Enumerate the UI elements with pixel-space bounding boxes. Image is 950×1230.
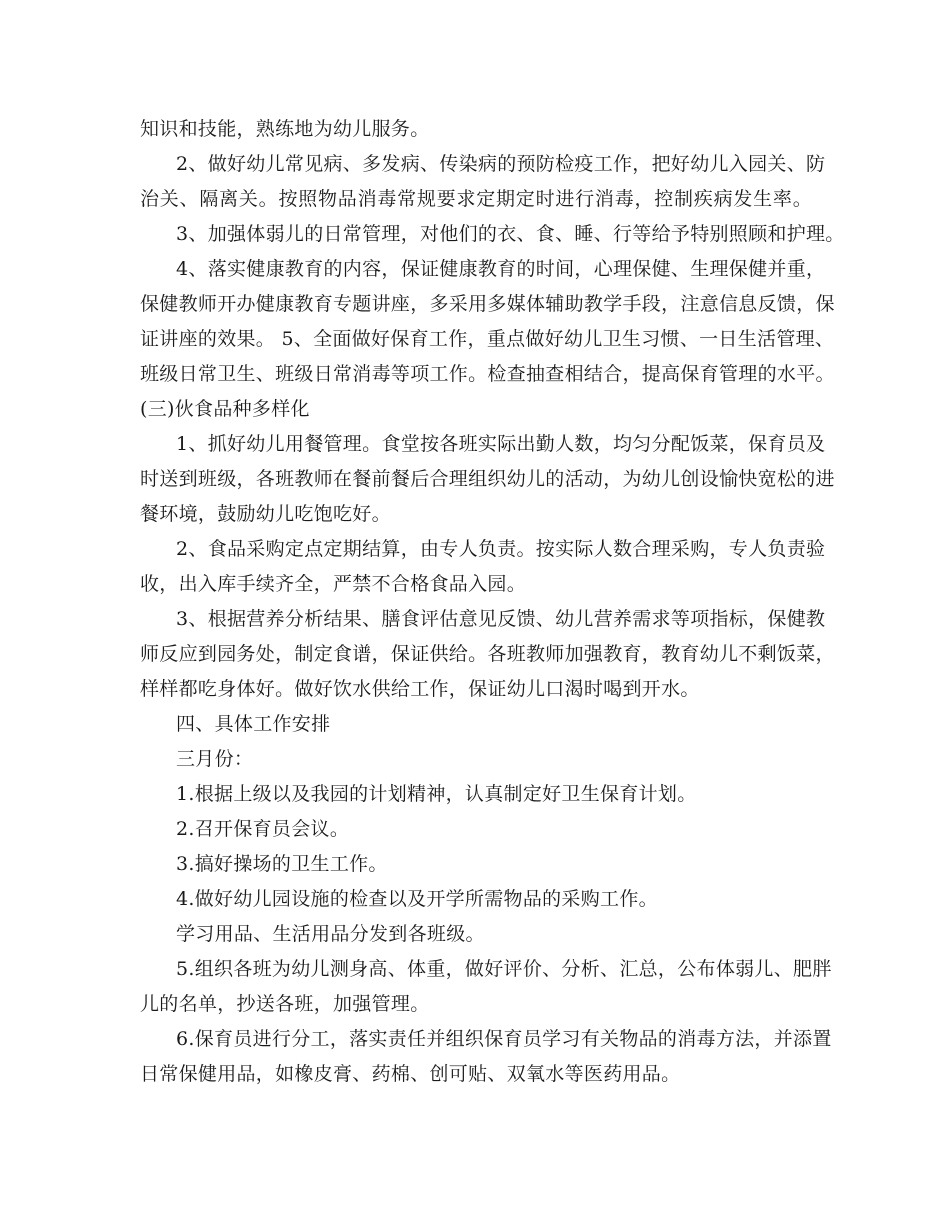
paragraph-line: 餐环境，鼓励幼儿吃饱吃好。 xyxy=(140,503,391,525)
paragraph-line: 证讲座的效果。 5、全面做好保育工作，重点做好幼儿卫生习惯、一日生活管理、 xyxy=(140,328,835,350)
paragraph-line: 学习用品、生活用品分发到各班级。 xyxy=(176,923,485,945)
paragraph-line: 2、做好幼儿常见病、多发病、传染病的预防检疫工作，把好幼儿入园关、防 xyxy=(176,153,826,175)
list-item: 6.保育员进行分工，落实责任并组织保育员学习有关物品的消毒方法，并添置 xyxy=(176,1028,832,1050)
list-item: 2.召开保育员会议。 xyxy=(176,818,350,840)
list-item: 5.组织各班为幼儿测身高、体重，做好评价、分析、汇总，公布体弱儿、肥胖 xyxy=(176,958,832,980)
paragraph-line: 3、加强体弱儿的日常管理，对他们的衣、食、睡、行等给予特别照顾和护理。 xyxy=(176,223,845,245)
list-item: 4.做好幼儿园设施的检查以及开学所需物品的采购工作。 xyxy=(176,888,658,910)
paragraph-line: 日常保健用品，如橡皮膏、药棉、创可贴、双氧水等医药用品。 xyxy=(140,1063,681,1085)
paragraph-line: 收，出入库手续齐全，严禁不合格食品入园。 xyxy=(140,573,527,595)
paragraph-line: 4、落实健康教育的内容，保证健康教育的时间，心理保健、生理保健并重， xyxy=(176,258,826,280)
list-item: 3.搞好操场的卫生工作。 xyxy=(176,853,388,875)
paragraph-line: 1、抓好幼儿用餐管理。食堂按各班实际出勤人数，均匀分配饭菜，保育员及 xyxy=(176,433,826,455)
paragraph-line: 样样都吃身体好。做好饮水供给工作，保证幼儿口渴时喝到开水。 xyxy=(140,678,700,700)
paragraph-line: 时送到班级，各班教师在餐前餐后合理组织幼儿的活动，为幼儿创设愉快宽松的进 xyxy=(140,468,835,490)
month-heading: 三月份： xyxy=(176,748,254,770)
paragraph-line: 2、食品采购定点定期结算，由专人负责。按实际人数合理采购，专人负责验 xyxy=(176,538,826,560)
paragraph-line: 知识和技能，熟练地为幼儿服务。 xyxy=(140,118,430,140)
section-heading: (三)伙食品种多样化 xyxy=(140,398,310,420)
paragraph-line: 保健教师开办健康教育专题讲座，多采用多媒体辅助教学手段，注意信息反馈，保 xyxy=(140,293,835,315)
paragraph-line: 班级日常卫生、班级日常消毒等项工作。检查抽查相结合，提高保育管理的水平。 xyxy=(140,363,835,385)
paragraph-line: 师反应到园务处，制定食谱，保证供给。各班教师加强教育，教育幼儿不剩饭菜， xyxy=(140,643,835,665)
list-item: 1.根据上级以及我园的计划精神，认真制定好卫生保育计划。 xyxy=(176,783,697,805)
paragraph-line: 3、根据营养分析结果、膳食评估意见反馈、幼儿营养需求等项指标，保健教 xyxy=(176,608,826,630)
paragraph-line: 儿的名单，抄送各班，加强管理。 xyxy=(140,993,430,1015)
section-heading: 四、具体工作安排 xyxy=(176,713,331,735)
paragraph-line: 治关、隔离关。按照物品消毒常规要求定期定时进行消毒，控制疾病发生率。 xyxy=(140,188,812,210)
